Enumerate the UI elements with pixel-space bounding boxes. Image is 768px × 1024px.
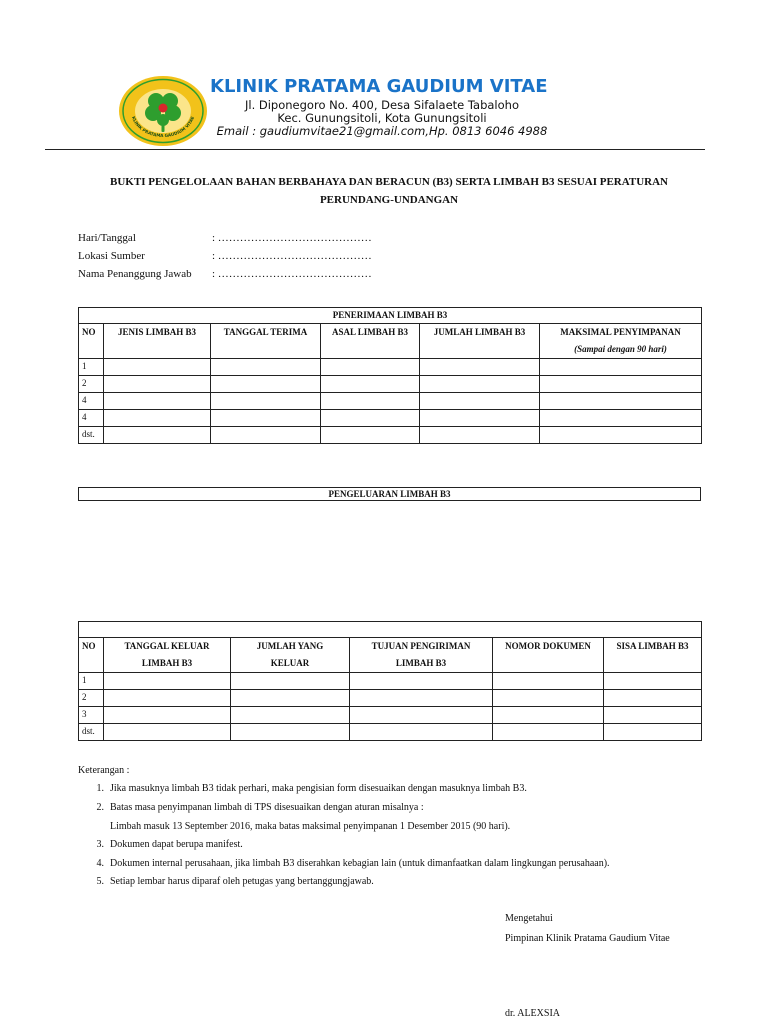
table-cell[interactable] [420, 376, 540, 393]
note-text: Limbah masuk 13 September 2016, maka batas maksimal penyimpanan 1 Desember 2015 (90 hari). [110, 821, 511, 832]
col-header-tanggal-keluar [104, 638, 231, 673]
table-cell[interactable] [350, 707, 493, 724]
table-row [79, 393, 702, 410]
penerimaan-table [78, 307, 702, 444]
table-cell[interactable] [104, 724, 231, 741]
contact-line: Email : gaudiumvitae21@gmail.com,Hp. 0813 6046 4988 [216, 124, 548, 138]
table-cell[interactable] [604, 724, 702, 741]
notes-label: Keterangan : [78, 765, 130, 776]
col-header-no: NO [79, 638, 104, 673]
table-cell[interactable] [493, 690, 604, 707]
maksimal-penyimpanan-label: MAKSIMAL PENYIMPANAN [560, 327, 681, 337]
table-cell[interactable] [540, 359, 702, 376]
table-cell[interactable] [104, 376, 211, 393]
address-line-1: Jl. Diponegoro No. 400, Desa Sifalaete Tabaloho [244, 98, 519, 112]
field-penanggung-jawab[interactable]: : …………………………………… [212, 268, 372, 280]
note-text: Dokumen internal perusahaan, jika limbah B3 diserahkan kebagian lain (untuk dimanfaatkan dalam lingkungan perusahaan). [110, 858, 610, 869]
col-header-tanggal-terima: TANGGAL TERIMA [211, 324, 321, 359]
table-cell[interactable] [321, 427, 420, 444]
table-cell[interactable] [540, 393, 702, 410]
field-hari-tanggal[interactable]: : …………………………………… [212, 232, 372, 244]
clinic-logo [117, 74, 209, 148]
table-cell[interactable] [350, 673, 493, 690]
signature-name: dr. ALEXSIA [505, 1008, 560, 1019]
maksimal-penyimpanan-sub: (Sampai dengan 90 hari) [574, 344, 667, 354]
header-line: TUJUAN PENGIRIMAN [371, 641, 471, 651]
header-line: LIMBAH B3 [395, 658, 447, 668]
table-cell[interactable] [540, 376, 702, 393]
row-number: 2 [79, 690, 104, 707]
col-header-maksimal-penyimpanan [540, 324, 702, 359]
row-number: 1 [79, 673, 104, 690]
table-cell[interactable] [211, 393, 321, 410]
table-cell[interactable] [604, 673, 702, 690]
table-cell[interactable] [493, 724, 604, 741]
table-cell[interactable] [420, 410, 540, 427]
table-cell[interactable] [321, 359, 420, 376]
row-number: dst. [79, 427, 104, 444]
header-line: JUMLAH YANG [256, 641, 324, 651]
col-header-sisa-limbah: SISA LIMBAH B3 [604, 638, 702, 673]
table-cell[interactable] [540, 410, 702, 427]
signature-position: Pimpinan Klinik Pratama Gaudium Vitae [505, 933, 670, 944]
table-row [79, 707, 702, 724]
pengeluaran-title: PENGELUARAN LIMBAH B3 [78, 487, 701, 501]
table-cell[interactable] [350, 724, 493, 741]
field-label-penanggung-jawab: Nama Penanggung Jawab [78, 268, 192, 280]
col-header-jumlah-keluar [231, 638, 350, 673]
table-cell[interactable] [104, 410, 211, 427]
table-cell[interactable] [104, 690, 231, 707]
note-number: 1. [96, 783, 104, 794]
col-header-asal-limbah: ASAL LIMBAH B3 [321, 324, 420, 359]
note-text: Dokumen dapat berupa manifest. [110, 839, 243, 850]
table-row [79, 427, 702, 444]
table-cell[interactable] [604, 707, 702, 724]
field-label-lokasi-sumber: Lokasi Sumber [78, 250, 145, 262]
pengeluaran-table-top [79, 622, 702, 638]
header-line: TANGGAL KELUAR [124, 641, 210, 651]
table-cell[interactable] [104, 707, 231, 724]
table-cell[interactable] [104, 359, 211, 376]
table-row [79, 690, 702, 707]
field-lokasi-sumber[interactable]: : …………………………………… [212, 250, 372, 262]
table-cell[interactable] [104, 393, 211, 410]
note-text: Setiap lembar harus diparaf oleh petugas yang bertanggungjawab. [110, 876, 374, 887]
penerimaan-title: PENERIMAAN LIMBAH B3 [79, 308, 702, 324]
note-number: 2. [96, 802, 104, 813]
document-title-line-1: BUKTI PENGELOLAAN BAHAN BERBAHAYA DAN BERACUN (B3) SERTA LIMBAH B3 SESUAI PERATURAN [110, 176, 668, 188]
table-cell[interactable] [104, 673, 231, 690]
table-cell[interactable] [211, 359, 321, 376]
table-row [79, 673, 702, 690]
row-number: 4 [79, 393, 104, 410]
row-number: 4 [79, 410, 104, 427]
note-text: Jika masuknya limbah B3 tidak perhari, maka pengisian form disesuaikan dengan masuknya limbah B3. [110, 783, 527, 794]
row-number: 3 [79, 707, 104, 724]
table-cell[interactable] [420, 427, 540, 444]
address-line-2: Kec. Gunungsitoli, Kota Gunungsitoli [277, 111, 487, 125]
table-row [79, 376, 702, 393]
field-label-hari-tanggal: Hari/Tanggal [78, 232, 136, 244]
signature-acknowledged: Mengetahui [505, 913, 553, 924]
clinic-name: KLINIK PRATAMA GAUDIUM VITAE [210, 76, 548, 97]
table-cell[interactable] [493, 673, 604, 690]
table-cell[interactable] [420, 359, 540, 376]
table-cell[interactable] [321, 393, 420, 410]
col-header-jenis-limbah: JENIS LIMBAH B3 [104, 324, 211, 359]
logo-ring-text: KLINIK PRATAMA GAUDIUM VITAE [130, 115, 196, 139]
note-number: 5. [96, 876, 104, 887]
header-line: KELUAR [270, 658, 310, 668]
table-row [79, 359, 702, 376]
note-number: 3. [96, 839, 104, 850]
table-cell[interactable] [231, 690, 350, 707]
row-number: 2 [79, 376, 104, 393]
table-cell[interactable] [211, 427, 321, 444]
table-cell[interactable] [231, 724, 350, 741]
table-row [79, 724, 702, 741]
table-cell[interactable] [420, 393, 540, 410]
col-header-nomor-dokumen: NOMOR DOKUMEN [493, 638, 604, 673]
row-number: dst. [79, 724, 104, 741]
table-cell[interactable] [231, 707, 350, 724]
table-cell[interactable] [321, 410, 420, 427]
row-number: 1 [79, 359, 104, 376]
table-cell[interactable] [211, 376, 321, 393]
note-text: Batas masa penyimpanan limbah di TPS disesuaikan dengan aturan misalnya : [110, 802, 424, 813]
table-cell[interactable] [350, 690, 493, 707]
table-row [79, 410, 702, 427]
header-divider [45, 149, 705, 150]
header-line: LIMBAH B3 [141, 658, 193, 668]
table-cell[interactable] [104, 427, 211, 444]
document-title-line-2: PERUNDANG-UNDANGAN [319, 194, 459, 206]
table-cell[interactable] [604, 690, 702, 707]
table-cell[interactable] [540, 427, 702, 444]
table-cell[interactable] [231, 673, 350, 690]
note-number: 4. [96, 858, 104, 869]
table-cell[interactable] [211, 410, 321, 427]
table-cell[interactable] [493, 707, 604, 724]
pengeluaran-table [78, 621, 702, 741]
col-header-jumlah-limbah: JUMLAH LIMBAH B3 [420, 324, 540, 359]
col-header-no: NO [79, 324, 104, 359]
table-cell[interactable] [321, 376, 420, 393]
col-header-tujuan-pengiriman [350, 638, 493, 673]
